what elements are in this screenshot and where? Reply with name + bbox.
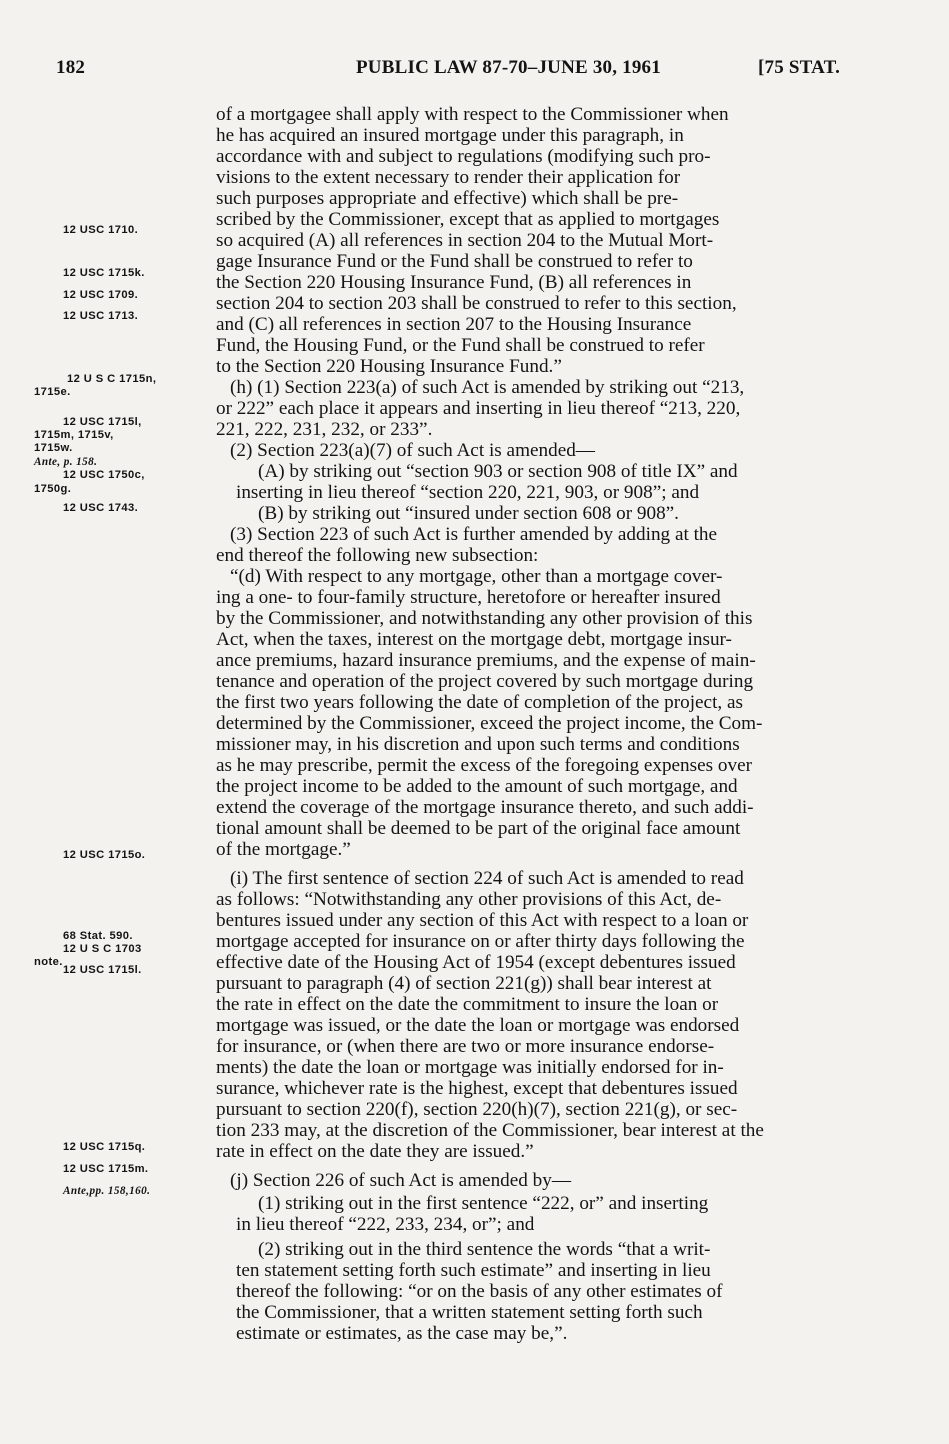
body-line: the rate in effect on the date the commitment to insure the loan or	[216, 994, 719, 1015]
body-line: tenance and operation of the project covered by such mortgage during	[216, 671, 754, 692]
body-line: pursuant to paragraph (4) of section 221(g)) shall bear interest at	[216, 973, 712, 994]
body-line: the Commissioner, that a written statement setting forth such	[236, 1302, 703, 1323]
margin-note: 12 USC 1715q.	[63, 1141, 146, 1153]
body-line: and (C) all references in section 207 to the Housing Insurance	[216, 314, 692, 335]
body-line: rate in effect on the date they are issued.”	[216, 1141, 534, 1162]
page-number: 182	[56, 57, 86, 78]
margin-note: 1715e.	[34, 386, 71, 398]
body-line: Fund, the Housing Fund, or the Fund shall be construed to refer	[216, 335, 705, 356]
body-line: of a mortgagee shall apply with respect to the Commissioner when	[216, 104, 729, 125]
body-line: thereof the following: “or on the basis of any other estimates of	[236, 1281, 723, 1302]
body-line: pursuant to section 220(f), section 220(h)(7), section 221(g), or sec-	[216, 1099, 738, 1120]
body-line: visions to the extent necessary to render their application for	[216, 167, 681, 188]
body-line: (2) Section 223(a)(7) of such Act is amended—	[230, 440, 595, 461]
body-line: inserting in lieu thereof “section 220, 221, 903, or 908”; and	[236, 482, 700, 503]
body-line: the first two years following the date of completion of the project, as	[216, 692, 743, 713]
body-line: estimate or estimates, as the case may be,”.	[236, 1323, 568, 1344]
body-line: (1) striking out in the first sentence “222, or” and inserting	[258, 1193, 709, 1214]
running-title: PUBLIC LAW 87-70–JUNE 30, 1961	[356, 57, 661, 78]
margin-note: 12 USC 1709.	[63, 289, 139, 301]
margin-note: 1750g.	[34, 483, 72, 495]
body-line: of the mortgage.”	[216, 839, 351, 860]
body-line: such purposes appropriate and effective) which shall be pre-	[216, 188, 679, 209]
body-line: (3) Section 223 of such Act is further amended by adding at the	[230, 524, 718, 545]
margin-note: 12 USC 1715k.	[63, 267, 145, 279]
margin-note: 12 USC 1713.	[63, 310, 139, 322]
body-line: determined by the Commissioner, exceed the project income, the Com-	[216, 713, 763, 734]
body-line: tional amount shall be deemed to be part of the original face amount	[216, 818, 741, 839]
body-line: mortgage was issued, or the date the loan or mortgage was endorsed	[216, 1015, 740, 1036]
body-line: scribed by the Commissioner, except that as applied to mortgages	[216, 209, 720, 230]
body-line: (j) Section 226 of such Act is amended by—	[230, 1170, 572, 1191]
body-line: 221, 222, 231, 232, or 233”.	[216, 419, 433, 440]
statute-body	[216, 104, 850, 1344]
body-line: to the Section 220 Housing Insurance Fund.”	[216, 356, 562, 377]
body-line: missioner may, in his discretion and upon such terms and conditions	[216, 734, 740, 755]
body-line: accordance with and subject to regulations (modifying such pro-	[216, 146, 711, 167]
body-line: for insurance, or (when there are two or more insurance endorse-	[216, 1036, 715, 1057]
body-line: bentures issued under any section of this Act with respect to a loan or	[216, 910, 749, 931]
margin-note: 1715m, 1715v,	[34, 429, 114, 441]
body-line: ten statement setting forth such estimate” and inserting in lieu	[236, 1260, 711, 1281]
body-line: (2) striking out in the third sentence the words “that a writ-	[258, 1239, 711, 1260]
margin-note: 1715w.	[34, 442, 73, 454]
body-line: ing a one- to four-family structure, heretofore or hereafter insured	[216, 587, 721, 608]
body-line: mortgage accepted for insurance on or after thirty days following the	[216, 931, 745, 952]
margin-note: 12 U S C 1703	[63, 943, 142, 955]
body-line: Act, when the taxes, interest on the mortgage debt, mortgage insur-	[216, 629, 732, 650]
margin-note: 68 Stat. 590.	[63, 930, 133, 942]
body-line: so acquired (A) all references in section 204 to the Mutual Mort-	[216, 230, 714, 251]
body-line: by the Commissioner, and notwithstanding any other provision of this	[216, 608, 753, 629]
margin-note: Ante, p. 158.	[34, 456, 98, 468]
body-line: in lieu thereof “222, 233, 234, or”; and	[236, 1214, 535, 1235]
body-line: end thereof the following new subsection:	[216, 545, 539, 566]
body-line: effective date of the Housing Act of 1954 (except debentures issued	[216, 952, 736, 973]
body-line: tion 233 may, at the discretion of the Commissioner, bear interest at the	[216, 1120, 764, 1141]
body-line: surance, whichever rate is the highest, except that debentures issued	[216, 1078, 738, 1099]
body-line: he has acquired an insured mortgage under this paragraph, in	[216, 125, 684, 146]
body-line: gage Insurance Fund or the Fund shall be construed to refer to	[216, 251, 693, 272]
volume-reference: [75 STAT.	[758, 57, 841, 78]
body-line: (A) by striking out “section 903 or section 908 of title IX” and	[258, 461, 738, 482]
body-line: (B) by striking out “insured under section 608 or 908”.	[258, 503, 679, 524]
margin-note: 12 USC 1715l,	[63, 416, 142, 428]
margin-note: 12 USC 1715m.	[63, 1163, 149, 1175]
body-line: ments) the date the loan or mortgage was initially endorsed for in-	[216, 1057, 724, 1078]
margin-note: Ante,pp. 158,160.	[63, 1185, 151, 1197]
margin-note: note.	[34, 956, 63, 968]
body-line: (h) (1) Section 223(a) of such Act is amended by striking out “213,	[230, 377, 745, 398]
margin-note: 12 USC 1715l.	[63, 964, 142, 976]
body-line: “(d) With respect to any mortgage, other than a mortgage cover-	[230, 566, 723, 587]
margin-note: 12 USC 1743.	[63, 502, 139, 514]
body-line: as follows: “Notwithstanding any other provisions of this Act, de-	[216, 889, 722, 910]
body-line: the project income to be added to the amount of such mortgage, and	[216, 776, 738, 797]
body-line: extend the coverage of the mortgage insurance thereto, and such addi-	[216, 797, 754, 818]
body-line: or 222” each place it appears and inserting in lieu thereof “213, 220,	[216, 398, 741, 419]
body-line: the Section 220 Housing Insurance Fund, (B) all references in	[216, 272, 692, 293]
body-line: ance premiums, hazard insurance premiums, and the expense of main-	[216, 650, 756, 671]
body-line: as he may prescribe, permit the excess of the foregoing expenses over	[216, 755, 752, 776]
margin-note: 12 U S C 1715n,	[67, 373, 157, 385]
margin-note: 12 USC 1710.	[63, 224, 139, 236]
body-line: (i) The first sentence of section 224 of such Act is amended to read	[230, 868, 744, 889]
body-line: section 204 to section 203 shall be construed to refer to this section,	[216, 293, 737, 314]
margin-note: 12 USC 1750c,	[63, 469, 145, 481]
margin-note: 12 USC 1715o.	[63, 849, 146, 861]
